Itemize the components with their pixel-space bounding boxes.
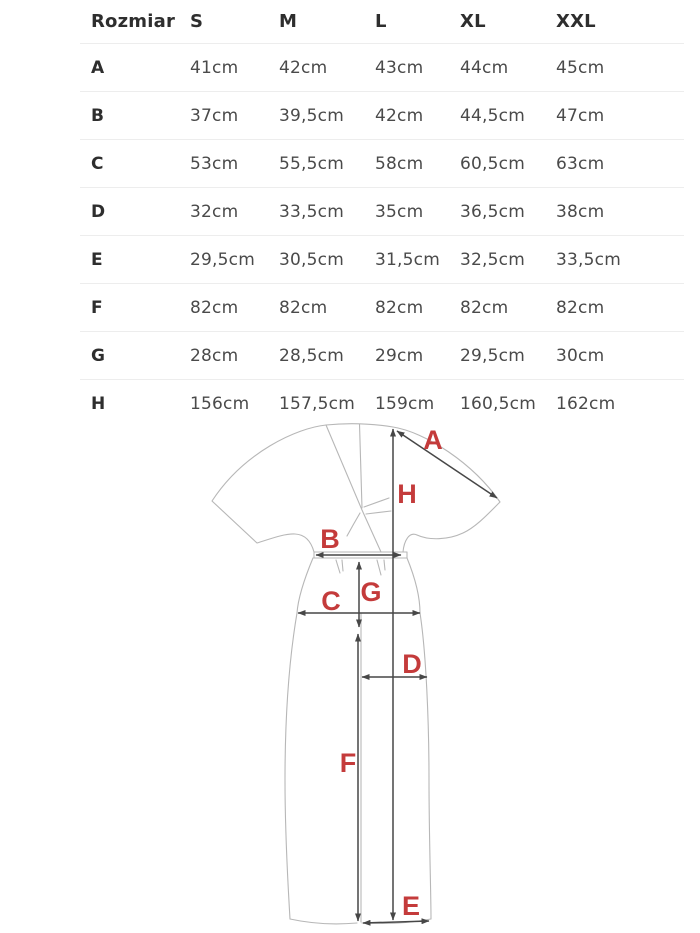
row-label: F xyxy=(91,297,103,318)
skirt-left-edge xyxy=(285,558,313,919)
column-header-s: S xyxy=(190,11,204,32)
value-cell: 53cm xyxy=(190,153,239,174)
value-cell: 35cm xyxy=(375,201,424,222)
measure-label-d: D xyxy=(402,649,422,679)
value-cell: 33,5cm xyxy=(556,249,621,270)
value-cell: 82cm xyxy=(190,297,239,318)
value-cell: 38cm xyxy=(556,201,605,222)
measure-label-c: C xyxy=(321,586,341,616)
column-header-xxl: XXL xyxy=(556,11,596,32)
column-header-l: L xyxy=(375,11,387,32)
value-cell: 42cm xyxy=(279,57,328,78)
value-cell: 45cm xyxy=(556,57,605,78)
value-cell: 33,5cm xyxy=(279,201,344,222)
waist-gather-4 xyxy=(384,560,385,570)
waist-gather-1 xyxy=(336,560,340,573)
value-cell: 156cm xyxy=(190,394,250,414)
value-cell: 39,5cm xyxy=(279,105,344,126)
value-cell: 55,5cm xyxy=(279,153,344,174)
dress-outline xyxy=(212,424,500,924)
value-cell: 160,5cm xyxy=(460,394,536,414)
wrap-crease-2 xyxy=(366,511,391,514)
measurement-labels xyxy=(320,425,443,921)
left-sleeve-outline xyxy=(212,425,326,552)
measure-label-b: B xyxy=(320,524,340,554)
column-header-m: M xyxy=(279,11,298,32)
value-cell: 31,5cm xyxy=(375,249,440,270)
size-table xyxy=(80,0,684,428)
value-cell: 47cm xyxy=(556,105,605,126)
value-cell: 162cm xyxy=(556,394,616,414)
row-label: G xyxy=(91,345,106,366)
measure-label-g: G xyxy=(360,577,382,607)
value-cell: 29cm xyxy=(375,345,424,366)
value-cell: 63cm xyxy=(556,153,605,174)
value-cell: 37cm xyxy=(190,105,239,126)
value-cell: 29,5cm xyxy=(460,345,525,366)
value-cell: 82cm xyxy=(279,297,328,318)
wrap-fold-line xyxy=(347,513,360,536)
value-cell: 82cm xyxy=(375,297,424,318)
wrap-neckline-inner xyxy=(360,424,363,508)
value-cell: 58cm xyxy=(375,153,424,174)
row-label: H xyxy=(91,394,106,414)
value-cell: 30cm xyxy=(556,345,605,366)
value-cell: 28cm xyxy=(190,345,239,366)
value-cell: 29,5cm xyxy=(190,249,255,270)
waist-gather-2 xyxy=(342,560,343,571)
value-cell: 41cm xyxy=(190,57,239,78)
dress-diagram xyxy=(0,420,700,933)
size-column-title: Rozmiar xyxy=(91,11,176,32)
waist-gather-3 xyxy=(377,560,381,575)
value-cell: 44cm xyxy=(460,57,509,78)
table-row-b xyxy=(80,92,684,140)
table-row-a xyxy=(80,44,684,92)
measure-label-a: A xyxy=(423,425,443,455)
row-label: D xyxy=(91,201,106,222)
size-table-header-row xyxy=(80,0,684,44)
value-cell: 82cm xyxy=(556,297,605,318)
value-cell: 36,5cm xyxy=(460,201,525,222)
value-cell: 30,5cm xyxy=(279,249,344,270)
hem-left xyxy=(290,919,357,924)
table-row-d xyxy=(80,188,684,236)
wrap-crease-1 xyxy=(364,498,389,507)
row-label: C xyxy=(91,153,104,174)
value-cell: 28,5cm xyxy=(279,345,344,366)
column-header-xl: XL xyxy=(460,11,486,32)
table-row-g xyxy=(80,332,684,380)
value-cell: 43cm xyxy=(375,57,424,78)
measure-label-e: E xyxy=(401,891,421,921)
table-row-c xyxy=(80,140,684,188)
table-row-e xyxy=(80,236,684,284)
value-cell: 82cm xyxy=(460,297,509,318)
value-cell: 44,5cm xyxy=(460,105,525,126)
value-cell: 42cm xyxy=(375,105,424,126)
row-label: E xyxy=(91,249,103,270)
value-cell: 159cm xyxy=(375,394,435,414)
value-cell: 32,5cm xyxy=(460,249,525,270)
value-cell: 157,5cm xyxy=(279,394,355,414)
measure-label-f: F xyxy=(339,748,357,778)
skirt-right-edge xyxy=(407,558,431,919)
value-cell: 60,5cm xyxy=(460,153,525,174)
measure-line-e xyxy=(363,921,429,923)
row-label: A xyxy=(91,57,105,78)
measure-label-h: H xyxy=(397,479,417,509)
table-row-f xyxy=(80,284,684,332)
row-label: B xyxy=(91,105,105,126)
value-cell: 32cm xyxy=(190,201,239,222)
